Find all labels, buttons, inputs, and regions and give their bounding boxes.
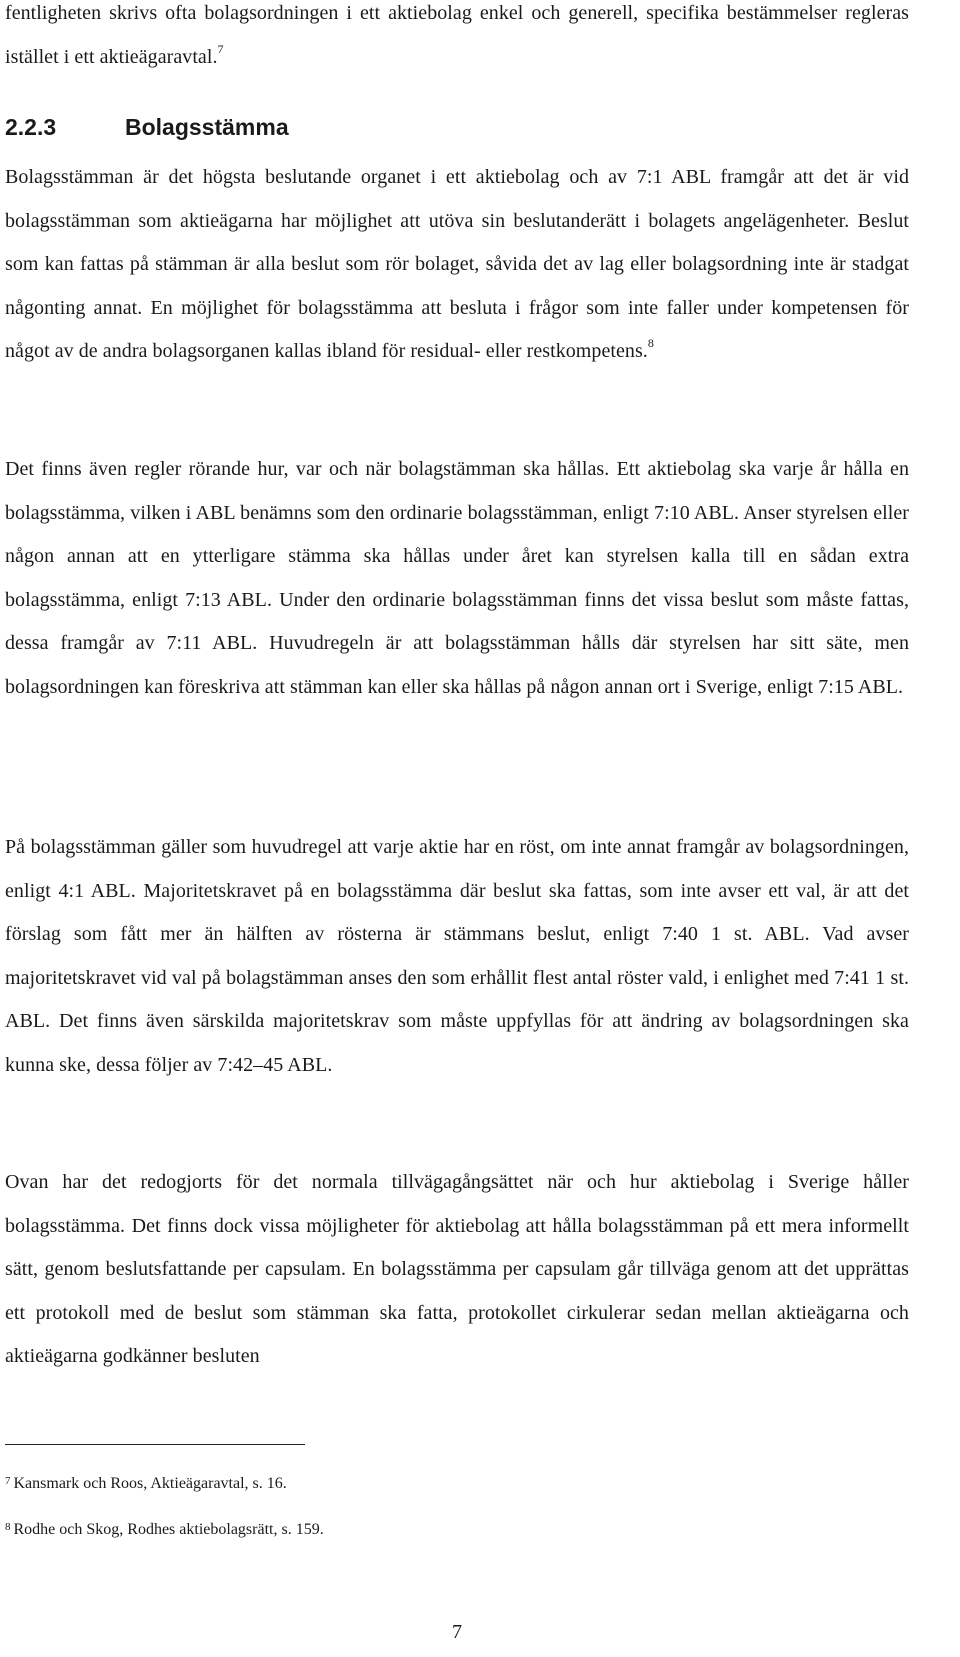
footnote-7-number: 7 [5,1475,11,1487]
section-number: 2.2.3 [5,114,57,140]
section-heading [5,113,909,141]
footnote-8-text: Rodhe och Skog, Rodhes aktiebolagsrätt, s. 159. [13,1521,324,1538]
body-paragraph-3: På bolagsstämman gäller som huvudregel att varje aktie har en röst, om inte annat framgår av bolagsordningen, enligt 4:1 ABL. Majoritetskravet på en bolagsstämma där beslut ska fattas, som inte avser ett val, är att det förslag som fått mer än hälften av rösterna är stämmans beslut, enligt 7:40 1 st. ABL. Vad avser majoritetskravet vid val på bolagstämman anses den som erhållit flest antal röster vald, i enlighet med 7:41 1 st. ABL. Det finns även särskilda majoritetskrav som måste uppfyllas för att ändring av bolagsordningen ska kunna ske, dessa följer av 7:42–45 ABL. [5,836,909,1076]
intro-paragraph [5,0,909,79]
footnote-8-number: 8 [5,1521,11,1533]
footnote-divider [5,1444,305,1445]
paragraph-1-text: Bolagsstämman är det högsta beslutande organet i ett aktiebolag och av 7:1 ABL framgår att det är vid bolagsstämman som aktieägarna har möjlighet att utöva sin beslutanderätt i bolagets angelägenheter. Beslut som kan fattas på stämman är alla beslut som rör bolaget, såvida det av lag eller bolagsordning inte är stadgat någonting annat. En möjlighet för bolagsstämma att besluta i frågor som inte faller under kompetensen för något av de andra bolagsorganen kallas ibland för residual- eller restkompetens. [5,166,909,362]
page-number: 7 [452,1621,462,1643]
body-paragraph-4: Ovan har det redogjorts för det normala tillvägagångsättet när och hur aktiebolag i Sverige håller bolagsstämma. Det finns dock vissa möjligheter för aktiebolag att hålla bolagsstämman på ett mera informellt sätt, genom beslutsfattande per capsulam. En bolagsstämma per capsulam går tillväga genom att det upprättas ett protokoll med de beslut som stämman ska fatta, protokollet cirkulerar sedan mellan aktieägarna och aktieägarna godkänner besluten [5,1171,909,1367]
footnote-reference-7[interactable]: 7 [217,41,224,56]
footnote-8 [5,1520,909,1540]
footnote-reference-8[interactable]: 8 [647,336,654,350]
footnote-7 [5,1474,909,1494]
intro-text: fentligheten skrivs ofta bolagsordningen i ett aktiebolag enkel och generell, specifika bestämmelser regleras istället i ett aktieägaravtal. [5,2,909,68]
body-paragraph-1 [5,156,909,374]
body-paragraph-2: Det finns även regler rörande hur, var och när bolagstämman ska hållas. Ett aktiebolag ska varje år hålla en bolagsstämma, vilken i ABL benämns som den ordinarie bolagsstämman, enligt 7:10 ABL. Anser styrelsen eller någon annan att en ytterligare stämma ska hållas under året kan styrelsen kalla till en sådan extra bolagsstämma, enligt 7:13 ABL. Under den ordinarie bolagsstämman finns det vissa beslut som måste fattas, dessa framgår av 7:11 ABL. Huvudregeln är att bolagsstämman hålls där styrelsen har sitt säte, men bolagsordningen kan föreskriva att stämman kan eller ska hållas på någon annan ort i Sverige, enligt 7:15 ABL. [5,458,909,698]
footnote-7-text: Kansmark och Roos, Aktieägaravtal, s. 16. [13,1475,287,1492]
section-title: Bolagsstämma [125,114,289,140]
